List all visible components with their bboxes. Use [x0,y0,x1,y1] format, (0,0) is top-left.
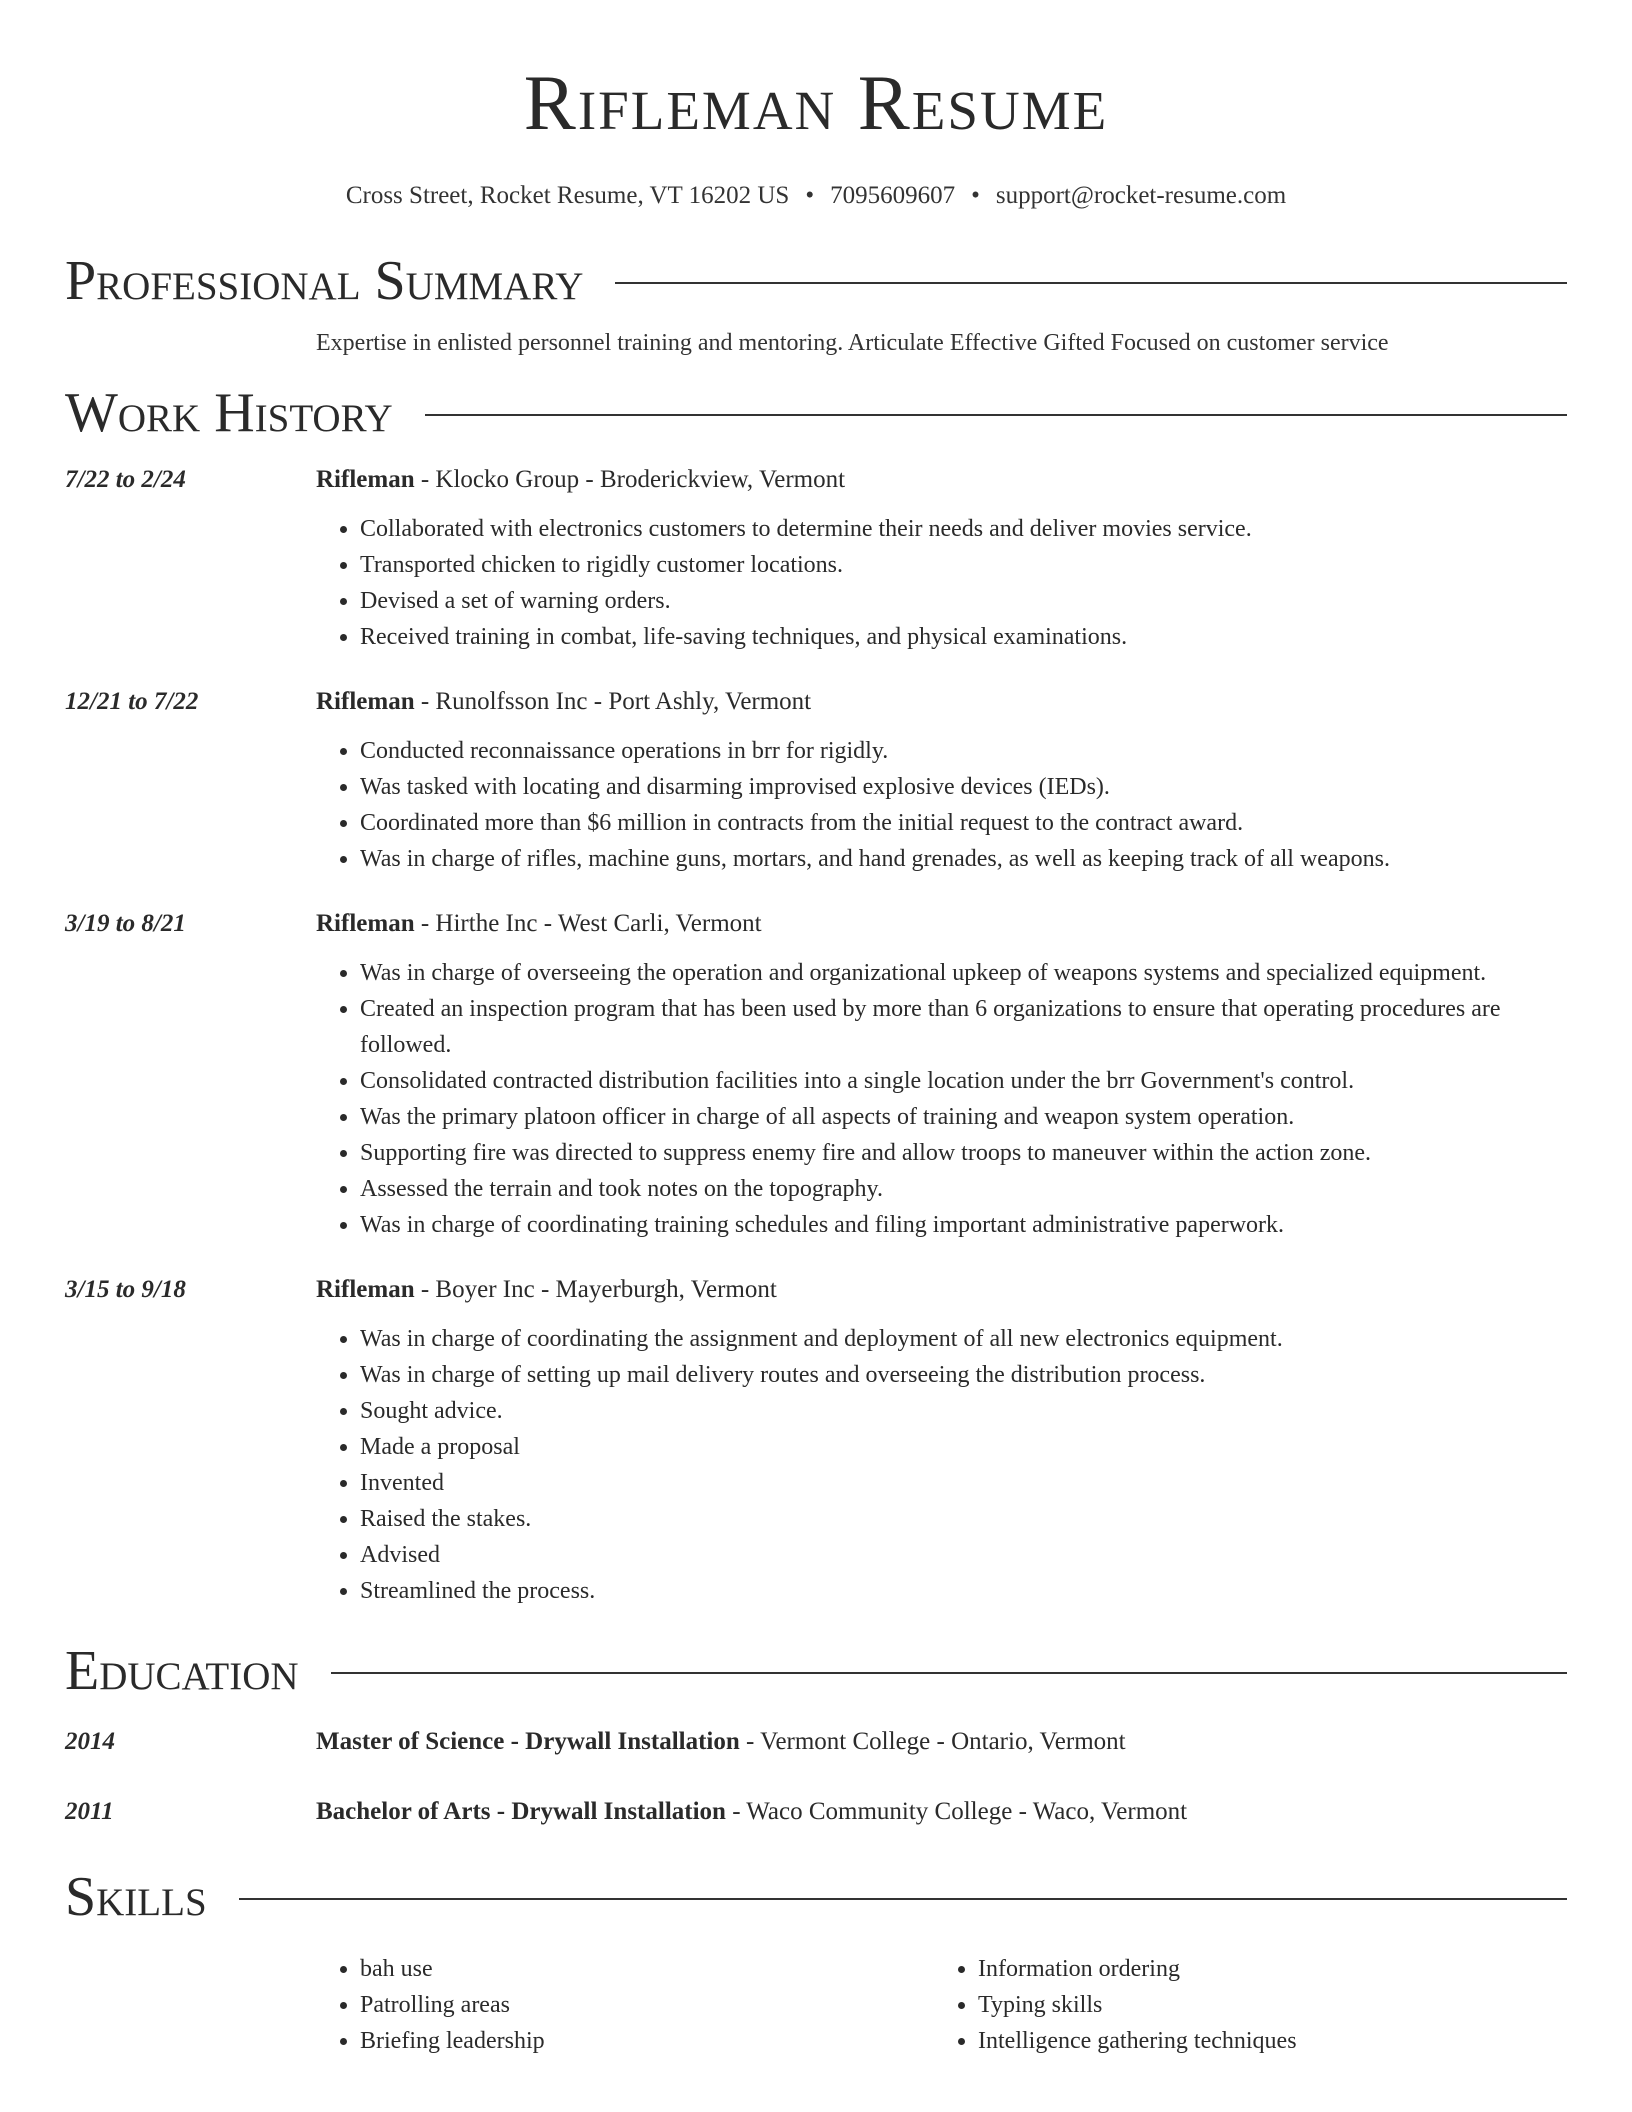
contact-phone: 7095609607 [830,182,956,209]
skill-item: • Intelligence gathering techniques [978,2023,1552,2059]
job-company: - Runolfsson Inc - Port Ashly, Vermont [414,688,812,715]
skill-item: • Typing skills [978,1987,1552,2023]
job-bullet: • Made a proposal [360,1429,1567,1465]
job-heading [316,907,1567,941]
job-bullet: • Raised the stakes. [360,1501,1567,1537]
job-bullet: • Supporting fire was directed to suppress enemy fire and allow troops to maneuver within the action zone. [360,1135,1567,1171]
job-entry [65,685,1567,877]
job-bullet: • Was in charge of overseeing the operation and organizational upkeep of weapons systems and specialized equipment. [360,955,1567,991]
education-heading [316,1725,1567,1759]
job-bullet: • Created an inspection program that has been used by more than 6 organizations to ensure that operating procedures are followed. [360,991,1567,1063]
job-entry [65,907,1567,1243]
job-role: Rifleman [316,466,415,493]
skills-list [316,1951,1567,2059]
job-company: - Klocko Group - Broderickview, Vermont [414,466,846,493]
job-heading [316,1273,1567,1307]
job-bullet: • Transported chicken to rigidly customer locations. [360,547,1567,583]
job-bullet: • Was in charge of setting up mail delivery routes and overseeing the distribution process. [360,1357,1567,1393]
job-bullet: • Coordinated more than $6 million in contracts from the initial request to the contract award. [360,805,1567,841]
education-heading [316,1795,1567,1829]
job-role: Rifleman [316,688,415,715]
education-entry [65,1725,1567,1759]
job-heading [316,685,1567,719]
job-bullet: • Conducted reconnaissance operations in brr for rigidly. [360,733,1567,769]
job-dates: 12/21 to 7/22 [65,688,199,715]
contact-email: support@rocket-resume.com [995,182,1287,209]
job-bullet: • Was tasked with locating and disarming improvised explosive devices (IEDs). [360,769,1567,805]
job-bullet: • Was the primary platoon officer in charge of all aspects of training and weapon system operation. [360,1099,1567,1135]
job-body [316,907,1567,1243]
education-year: 2014 [65,1728,115,1755]
job-bullet: • Streamlined the process. [360,1573,1567,1609]
work-history-list [65,463,1567,1609]
summary-title: Professional Summary [65,250,584,312]
job-bullet: • Consolidated contracted distribution facilities into a single location under the brr Government's control. [360,1063,1567,1099]
job-bullet: • Devised a set of warning orders. [360,583,1567,619]
contact-separator: • [971,182,980,209]
skills-column-right [934,1951,1552,2059]
skill-item: • Briefing leadership [360,2023,934,2059]
job-body [316,1273,1567,1609]
section-divider [615,282,1567,284]
education-title: Education [65,1640,299,1702]
skill-item: • Patrolling areas [360,1987,934,2023]
job-body [316,685,1567,877]
education-degree: Master of Science - Drywall Installation [316,1728,740,1755]
job-bullet: • Sought advice. [360,1393,1567,1429]
job-bullet: • Was in charge of coordinating training schedules and filing important administrative paperwork. [360,1207,1567,1243]
contact-separator: • [805,182,815,209]
skill-item: • Information ordering [978,1951,1552,1987]
job-dates: 3/19 to 8/21 [65,910,186,937]
job-bullet: • Collaborated with electronics customers to determine their needs and deliver movies service. [360,511,1567,547]
job-role: Rifleman [316,1276,415,1303]
job-bullets [316,1321,1567,1609]
job-bullet: • Invented [360,1465,1567,1501]
contact-address: Cross Street, Rocket Resume, VT 16202 US [345,182,790,209]
education-list [65,1725,1567,1829]
skills-column-left [316,1951,934,2059]
skill-item: • bah use [360,1951,934,1987]
education-school: - Vermont College - Ontario, Vermont [739,1728,1126,1755]
job-bullets [316,955,1567,1243]
job-bullet: • Was in charge of coordinating the assignment and deployment of all new electronics equipment. [360,1321,1567,1357]
contact-line [65,181,1567,211]
job-company: - Hirthe Inc - West Carli, Vermont [414,910,762,937]
summary-text: Expertise in enlisted personnel training and mentoring. Articulate Effective Gifted Focused on customer service [316,330,1389,356]
education-entry [65,1795,1567,1829]
skills-title: Skills [65,1866,207,1928]
section-divider [331,1672,1567,1674]
education-section-header [65,1639,1567,1703]
job-entry [65,1273,1567,1609]
job-bullet: • Assessed the terrain and took notes on the topography. [360,1171,1567,1207]
job-entry [65,463,1567,655]
section-divider [425,414,1567,416]
job-dates: 3/15 to 9/18 [65,1276,186,1303]
education-year: 2011 [65,1798,114,1825]
education-school: - Waco Community College - Waco, Vermont [725,1798,1188,1825]
job-bullet: • Received training in combat, life-saving techniques, and physical examinations. [360,619,1567,655]
summary-section-header [65,249,1567,313]
job-heading [316,463,1567,497]
section-divider [239,1898,1567,1900]
skills-section-header [65,1865,1567,1929]
job-bullet: • Advised [360,1537,1567,1573]
job-bullets [316,733,1567,877]
job-bullets [316,511,1567,655]
job-company: - Boyer Inc - Mayerburgh, Vermont [414,1276,777,1303]
work-section-header [65,381,1567,445]
job-body [316,463,1567,655]
job-bullet: • Was in charge of rifles, machine guns, mortars, and hand grenades, as well as keeping track of all weapons. [360,841,1567,877]
resume-name: Rifleman Resume [523,59,1109,146]
education-degree: Bachelor of Arts - Drywall Installation [316,1798,726,1825]
job-role: Rifleman [316,910,415,937]
job-dates: 7/22 to 2/24 [65,466,186,493]
work-title: Work History [65,382,393,444]
